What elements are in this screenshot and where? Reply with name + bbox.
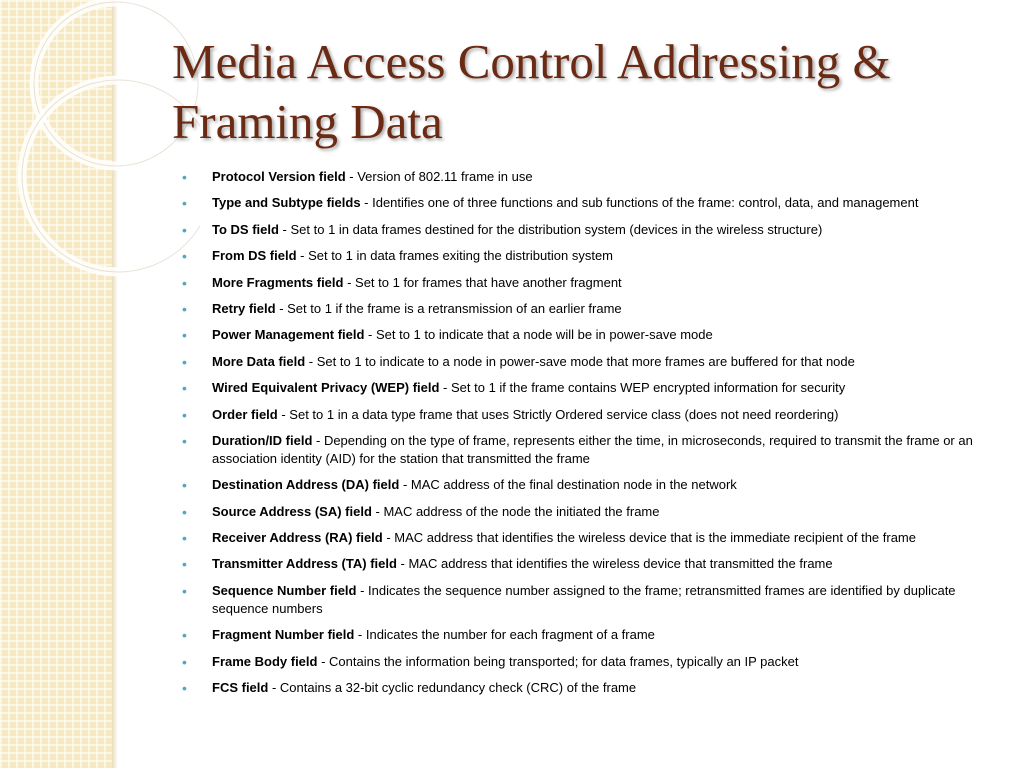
field-name: More Data field [212, 353, 306, 369]
list-item [180, 626, 980, 644]
field-name: Wired Equivalent Privacy (WEP) field [212, 380, 440, 396]
bullet-icon: • [182, 300, 187, 317]
field-name: From DS field [212, 248, 297, 264]
list-item [180, 503, 980, 521]
bullet-icon: • [182, 327, 187, 344]
field-name: Protocol Version field [212, 169, 346, 184]
field-description: - Set to 1 in data frames destined for the distribution system (devices in the wireless structure) [278, 221, 823, 237]
list-item [180, 300, 980, 318]
bullet-icon: • [182, 582, 187, 599]
list-item [180, 653, 980, 671]
field-description: - Contains the information being transported; for data frames, typically an IP packet [317, 653, 799, 669]
field-description: - MAC address of the node the initiated the frame [371, 503, 660, 519]
bullet-icon: • [182, 221, 187, 238]
field-description: - Set to 1 in data frames exiting the distribution system [296, 248, 613, 264]
list-item [180, 679, 980, 697]
bullet-icon: • [182, 503, 187, 520]
field-description: - Set to 1 to indicate that a node will be in power-save mode [364, 327, 713, 343]
slide-title: Media Access Control Addressing & Framing Data [172, 34, 891, 149]
field-name: Duration/ID field [212, 432, 313, 448]
field-name: More Fragments field [212, 274, 344, 290]
bullet-list [180, 168, 980, 705]
field-name: Order field [212, 406, 278, 422]
list-item [180, 194, 980, 212]
list-item [180, 353, 980, 371]
field-name: Source Address (SA) field [212, 503, 372, 519]
list-item [180, 274, 980, 292]
decorative-circles [0, 0, 200, 300]
field-name: Frame Body field [212, 653, 318, 669]
field-description: - Set to 1 if the frame is a retransmission of an earlier frame [275, 300, 622, 316]
list-item [180, 168, 980, 186]
field-description: - Identifies one of three functions and sub functions of the frame: control, data, and management [360, 195, 919, 211]
bullet-icon: • [182, 274, 187, 291]
list-item [180, 432, 980, 468]
list-item [180, 582, 980, 618]
field-description: - Depending on the type of frame, represents either the time, in microseconds, required to transmit the frame or an association identity (AID) for the station that transmitted the frame [212, 432, 973, 466]
field-description: - Set to 1 to indicate to a node in power-save mode that more frames are buffered for that node [305, 353, 855, 369]
field-description: - Contains a 32-bit cyclic redundancy check (CRC) of the frame [268, 680, 637, 696]
list-item [180, 326, 980, 344]
list-item [180, 529, 980, 547]
bullet-icon: • [182, 195, 187, 212]
bullet-icon: • [182, 653, 187, 670]
field-description: - Set to 1 for frames that have another fragment [343, 274, 622, 290]
bullet-icon: • [182, 432, 187, 449]
bullet-icon: • [182, 406, 187, 423]
field-description: - Version of 802.11 frame in use [345, 169, 533, 184]
list-item [180, 555, 980, 573]
bullet-icon: • [182, 530, 187, 547]
field-name: FCS field [212, 680, 269, 696]
field-name: Receiver Address (RA) field [212, 530, 383, 546]
field-name: Retry field [212, 300, 276, 316]
list-item [180, 221, 980, 239]
bullet-icon: • [182, 353, 187, 370]
bullet-icon: • [182, 680, 187, 697]
field-name: To DS field [212, 221, 279, 237]
field-description: - Indicates the sequence number assigned to the frame; retransmitted frames are identified by duplicate sequence numbers [212, 582, 956, 616]
bullet-icon: • [182, 248, 187, 265]
field-name: Power Management field [212, 327, 365, 343]
field-description: - Indicates the number for each fragment of a frame [354, 627, 655, 643]
list-item [180, 406, 980, 424]
field-name: Fragment Number field [212, 627, 355, 643]
field-description: - MAC address that identifies the wireless device that is the immediate recipient of the frame [382, 530, 916, 546]
field-description: - Set to 1 if the frame contains WEP encrypted information for security [439, 380, 846, 396]
bullet-icon: • [182, 169, 187, 185]
field-name: Sequence Number field [212, 582, 357, 598]
field-name: Type and Subtype fields [212, 195, 361, 211]
field-description: - MAC address that identifies the wireless device that transmitted the frame [396, 556, 833, 572]
bullet-icon: • [182, 627, 187, 644]
list-item [180, 247, 980, 265]
field-name: Destination Address (DA) field [212, 477, 400, 493]
bullet-icon: • [182, 556, 187, 573]
bullet-icon: • [182, 380, 187, 397]
field-description: - MAC address of the final destination node in the network [399, 477, 737, 493]
list-item [180, 476, 980, 494]
field-description: - Set to 1 in a data type frame that uses Strictly Ordered service class (does not need reordering) [277, 406, 839, 422]
field-name: Transmitter Address (TA) field [212, 556, 397, 572]
list-item [180, 379, 980, 397]
bullet-icon: • [182, 477, 187, 494]
